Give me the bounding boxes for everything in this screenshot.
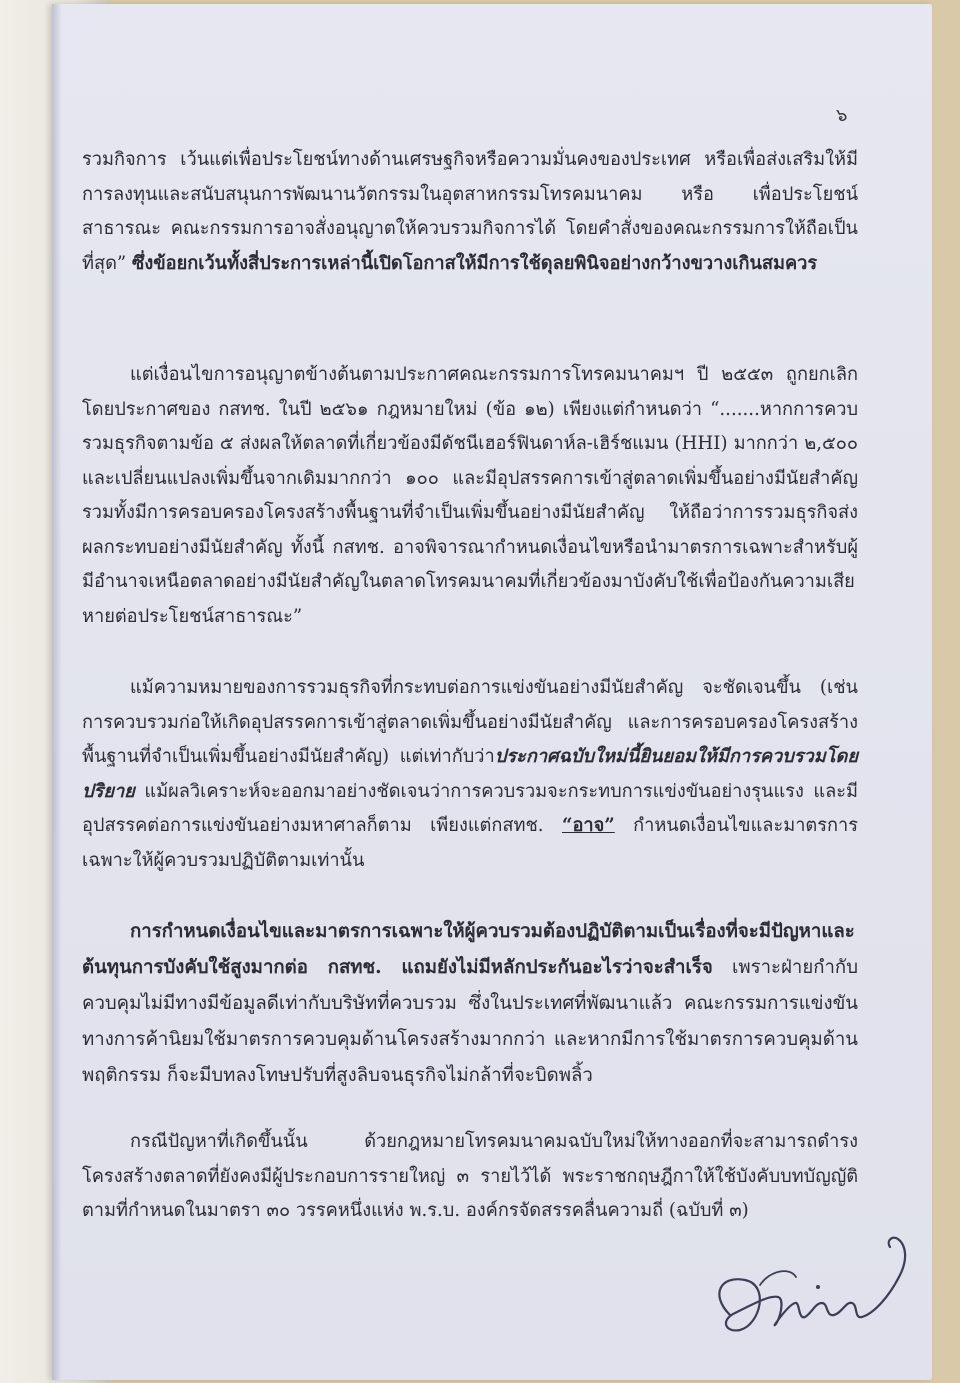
paragraph-2-text: แต่เงื่อนไขการอนุญาตข้างต้นตามประกาศคณะกรรมการโทรคมนาคมฯ ปี ๒๕๕๓ ถูกยกเลิกโดยประกาศของ กสทช. ในปี ๒๕๖๑ กฎหมายใหม่ (ข้อ ๑๒) เพียงแต่กำหนดว่า “.......หากการควบรวมธุรกิจตามข้อ ๕ ส่งผลให้ตลาดที่เกี่ยวข้องมีดัชนีเฮอร์ฟินดาห์ล-เฮิร์ชแมน (HHI) มากกว่า ๒,๕๐๐ และเปลี่ยนแปลงเพิ่มขึ้นจากเดิมมากกว่า ๑๐๐ และมีอุปสรรคการเข้าสู่ตลาดเพิ่มขึ้นอย่างมีนัยสำคัญ รวมทั้งมีการครอบครองโครงสร้างพื้นฐานที่จำเป็นเพิ่มขึ้นอย่างมีนัยสำคัญ ให้ถือว่าการรวมธุรกิจส่งผลกระทบอย่างมีนัยสำคัญ ทั้งนี้ กสทช. อาจพิจารณากำหนดเงื่อนไขหรือนำมาตรการเฉพาะสำหรับผู้มีอำนาจเหนือตลาดอย่างมีนัยสำคัญในตลาดโทรคมนาคมที่เกี่ยวข้องมาบังคับใช้เพื่อป้องกันความเสียหายต่อประโยชน์สาธารณะ” [82, 364, 858, 627]
paragraph-1 [82, 143, 858, 281]
paragraph-3-text-b: แม้ผลวิเคราะห์จะออกมาอย่างชัดเจนว่าการควบรวมจะกระทบการแข่งขันอย่างรุนแรง และมีอุปสรรคต่อการแข่งขันอย่างมหาศาลก็ตาม เพียงแต่กสทช. [82, 780, 858, 836]
paragraph-3-text-c: กำหนดเงื่อนไขและมาตรการเฉพาะให้ผู้ควบรวมปฏิบัติตามเท่านั้น [82, 815, 858, 871]
paragraph-4 [82, 914, 858, 1094]
paragraph-3-bold-italic-text: ประกาศฉบับใหม่นี้ยินยอมให้มีการควบรวมโดยปริยาย [82, 746, 858, 802]
handwritten-signature [700, 1225, 920, 1355]
paragraph-3 [82, 671, 858, 878]
signature-dot [816, 1285, 820, 1289]
paragraph-5-text: กรณีปัญหาที่เกิดขึ้นนั้น ด้วยกฎหมายโทรคมนาคมฉบับใหม่ให้ทางออกที่จะสามารถดำรงโครงสร้างตลาดที่ยังคงมีผู้ประกอบการรายใหญ่ ๓ รายไว้ได้ พระราชกฤษฎีกาให้ใช้บังคับบทบัญญัติตามที่กำหนดในมาตรา ๓๐ วรรคหนึ่งแห่ง พ.ร.บ. องค์กรจัดสรรคลื่นความถี่ (ฉบับที่ ๓) [82, 1131, 858, 1221]
paragraph-4-text: เพราะฝ่ายกำกับควบคุมไม่มีทางมีข้อมูลดีเท่ากับบริษัทที่ควบรวม ซึ่งในประเทศที่พัฒนาแล้ว คณะกรรมการแข่งขันทางการค้านิยมใช้มาตรการควบคุมด้านโครงสร้างมากกว่า และหากมีการใช้มาตรการควบคุมด้านพฤติกรรม ก็จะมีบทลงโทษปรับที่สูงลิบจนธุรกิจไม่กล้าที่จะบิดพลิ้ว [82, 957, 858, 1086]
page-binding-shadow [52, 4, 62, 1380]
paragraph-1-bold-text: ซึ่งข้อยกเว้นทั้งสี่ประการเหล่านี้เปิดโอกาสให้มีการใช้ดุลยพินิจอย่างกว้างขวางเกินสมควร [131, 252, 818, 274]
paragraph-4-bold-text: การกำหนดเงื่อนไขและมาตรการเฉพาะให้ผู้ควบรวมต้องปฏิบัติตามเป็นเรื่องที่จะมีปัญหาและต้นทุนการบังคับใช้สูงมากต่อ กสทช. แถมยังไม่มีหลักประกันอะไรว่าจะสำเร็จ [82, 921, 855, 978]
paragraph-1-text: รวมกิจการ เว้นแต่เพื่อประโยชน์ทางด้านเศรษฐกิจหรือความมั่นคงของประเทศ หรือเพื่อส่งเสริมให้มีการลงทุนและสนับสนุนการพัฒนานวัตกรรมในอุตสาหกรรมโทรคมนาคม หรือ เพื่อประโยชน์สาธารณะ คณะกรรมการอาจสั่งอนุญาตให้ควบรวมกิจการได้ โดยคำสั่งของคณะกรรมการให้ถือเป็นที่สุด” [82, 149, 858, 274]
paragraph-5 [82, 1125, 858, 1229]
page-number: ๖ [836, 105, 848, 126]
paragraph-2 [82, 358, 858, 634]
paragraph-3-underlined-word: “อาจ” [561, 815, 615, 836]
paragraph-3-text-a: แม้ความหมายของการรวมธุรกิจที่กระทบต่อการแข่งขันอย่างมีนัยสำคัญ จะชัดเจนขึ้น (เช่นการควบรวมก่อให้เกิดอุปสรรคการเข้าสู่ตลาดเพิ่มขึ้นอย่างมีนัยสำคัญ และการครอบครองโครงสร้างพื้นฐานที่จำเป็นเพิ่มขึ้นอย่างมีนัยสำคัญ) แต่เท่ากับว่า [82, 677, 858, 767]
signature-stroke-2 [760, 1271, 796, 1285]
signature-stroke-1 [719, 1238, 905, 1331]
